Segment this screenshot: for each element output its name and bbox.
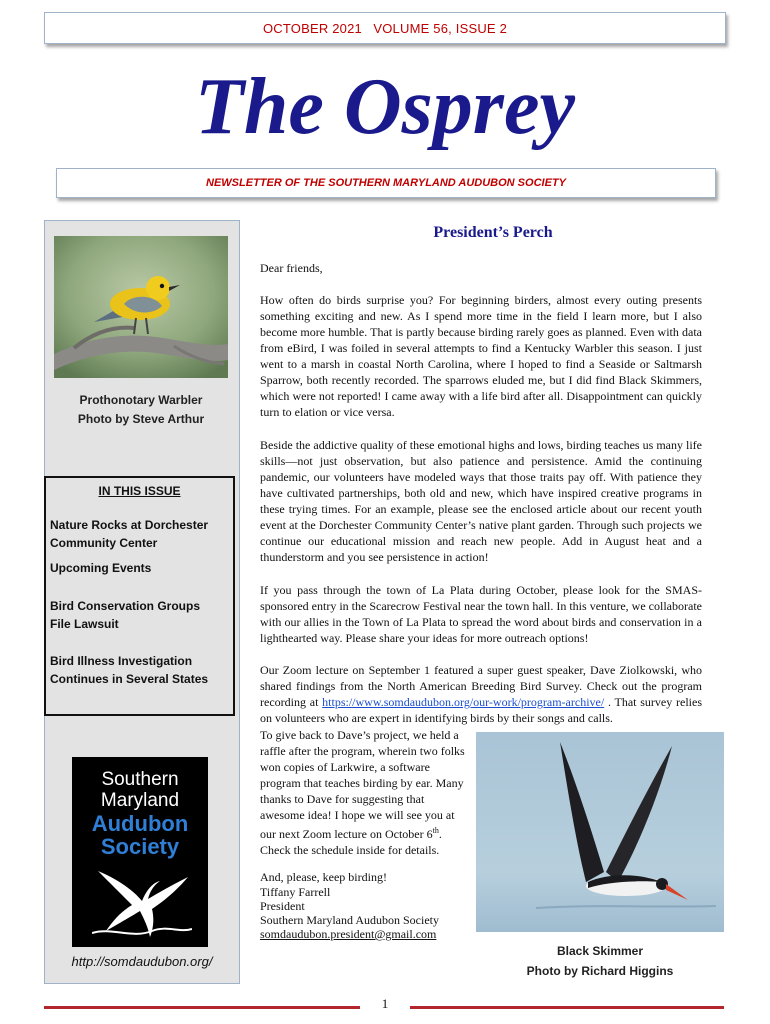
logo-line-1: Southern xyxy=(101,769,179,790)
toc-item-nature-rocks[interactable] xyxy=(50,516,232,552)
skimmer-photo-caption xyxy=(476,941,724,981)
ordinal-suffix: th xyxy=(432,826,439,835)
article-paragraph-1: How often do birds surprise you? For beginning birders, almost every outing presents something exciting and new. As I spend more time in the field I learn more, but I also become more humble. That is partly because birding rarely goes as planned. Even with data from eBird, I was foiled in several attempts to find a Kentucky Warbler this season. I just went to a marsh in coastal North Carolina, where I hoped to find a Seaside or Saltmarsh Sparrow, both recently recorded. The sparrows eluded me, but I did find Black Skimmers, which were not reported! I came away with a life bird after all. Disappointment can quickly turn to elation or vice versa. xyxy=(260,293,702,419)
smas-logo xyxy=(72,757,208,947)
website-link[interactable]: http://somdaudubon.org/ xyxy=(71,954,213,969)
program-archive-link[interactable]: https://www.somdaudubon.org/our-work/program-archive/ xyxy=(322,695,605,709)
warbler-caption-title: Prothonotary Warbler xyxy=(79,393,203,407)
osprey-silhouette-icon xyxy=(92,861,192,941)
page-number: 1 xyxy=(381,996,389,1011)
footer-rule-right xyxy=(410,1006,724,1009)
article-greeting: Dear friends, xyxy=(260,261,323,275)
closing-line: And, please, keep birding! xyxy=(260,870,387,884)
paragraph-5-end: . Check the schedule inside for details. xyxy=(260,827,442,857)
warbler-photo-caption xyxy=(54,391,228,429)
toc-item-upcoming-events[interactable] xyxy=(50,559,232,577)
article-paragraph-5 xyxy=(260,727,470,858)
newsletter-subtitle: NEWSLETTER OF THE SOUTHERN MARYLAND AUDUBON SOCIETY xyxy=(206,177,566,189)
signature-title: President xyxy=(260,899,305,913)
logo-line-4: Society xyxy=(100,834,180,859)
article-paragraph-2: Beside the addictive quality of these emotional highs and lows, birding teaches us many life skills—not just observation, but also patience and persistence. Amid the continuing pandemic, our volunteers have modeled ways that those traits pay off. With patience they have cultivated partnerships, both old and new, which have inspired creative programs in these trying times. For an example, please see the enclosed article about our recent youth event at the Dorchester Community Center’s native plant garden. Through such projects we continue our educational mission and reach new people. Add in August heat and a thunderstorm and you see persistence in action! xyxy=(260,438,702,564)
footer-rule-left xyxy=(44,1006,360,1009)
warbler-caption-credit: Photo by Steve Arthur xyxy=(77,412,205,426)
masthead-title: The Osprey xyxy=(195,63,575,151)
logo-line-2: Maryland xyxy=(100,790,180,811)
paragraph-5-text: To give back to Dave’s project, we held a raffle after the program, wherein two folks won copies of Larkwire, a software program that teaches birding by ear. Many thanks to Dave for suggesting that awesome idea! I hope we will see you at our next Zoom lecture on October 6 xyxy=(260,728,465,841)
toc-item-line: Community Center xyxy=(50,536,158,550)
toc-item-line: Nature Rocks at Dorchester xyxy=(50,518,209,532)
toc-item-line: File Lawsuit xyxy=(50,617,119,631)
toc-heading: IN THIS ISSUE xyxy=(98,484,181,498)
newsletter-subtitle-bar xyxy=(56,168,716,198)
paragraph-4-text: Our Zoom lecture on September 1 featured a super guest speaker, Dave Ziolkowski, who shared findings from the North American Breeding Bird Survey. Check out the program recording at xyxy=(260,663,702,709)
prothonotary-warbler-photo xyxy=(54,236,228,378)
warbler-photo-image xyxy=(54,236,228,378)
toc-item-line: Bird Illness Investigation xyxy=(50,654,193,668)
paragraph-4-text-end: . That survey relies on volunteers who are expert in identifying birds by their songs and calls. xyxy=(260,695,702,725)
skimmer-caption-credit: Photo by Richard Higgins xyxy=(526,964,674,978)
president-email-link[interactable]: somdaudubon.president@gmail.com xyxy=(260,927,437,941)
toc-item-line: Continues in Several States xyxy=(50,672,209,686)
issue-date-bar xyxy=(44,12,726,44)
skimmer-photo-image xyxy=(476,732,724,932)
toc-item-bird-illness[interactable] xyxy=(50,652,232,688)
logo-line-3: Audubon xyxy=(91,811,189,836)
signature-name: Tiffany Farrell xyxy=(260,885,331,899)
toc-item-line: Upcoming Events xyxy=(50,561,152,575)
article-paragraph-4 xyxy=(260,662,702,726)
skimmer-caption-title: Black Skimmer xyxy=(556,944,644,958)
issue-line: OCTOBER 2021 VOLUME 56, ISSUE 2 xyxy=(262,20,508,36)
signature-org: Southern Maryland Audubon Society xyxy=(260,913,439,927)
toc-item-line: Bird Conservation Groups xyxy=(50,599,201,613)
article-paragraph-3: If you pass through the town of La Plata during October, please look for the SMAS-sponsored entry in the Scarecrow Festival near the town hall. In this venture, we collaborate with our allies in the Town of La Plata to spread the word about birds and conservation in a lighthearted way. Please share your ideas for more outreach options! xyxy=(260,583,702,645)
black-skimmer-photo xyxy=(476,732,724,932)
article-title: President’s Perch xyxy=(433,224,553,241)
toc-item-conservation-lawsuit[interactable] xyxy=(50,597,232,633)
